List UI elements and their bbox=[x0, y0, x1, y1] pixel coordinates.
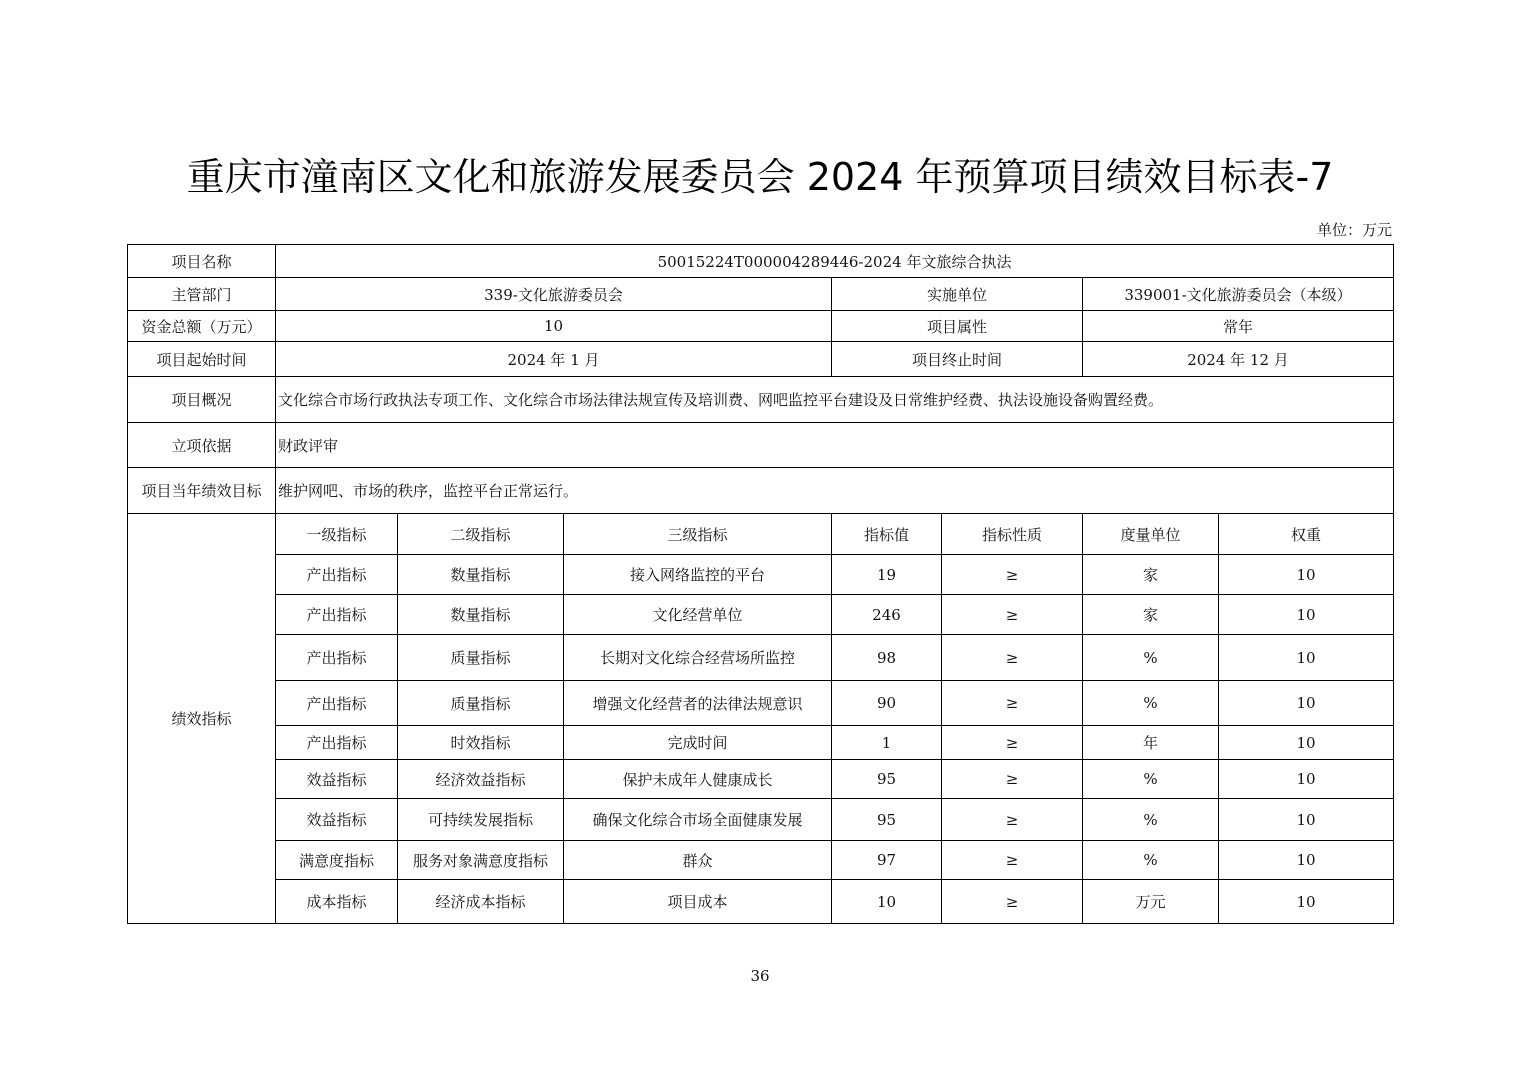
indicator-unit: 家 bbox=[1083, 555, 1219, 595]
indicator-weight: 10 bbox=[1219, 799, 1394, 841]
indicator-weight: 10 bbox=[1219, 841, 1394, 880]
header-weight: 权重 bbox=[1219, 514, 1394, 555]
basis-value: 财政评审 bbox=[276, 423, 1394, 468]
indicator-level2: 数量指标 bbox=[398, 595, 564, 635]
indicator-row bbox=[128, 841, 1394, 880]
indicator-nature: ≥ bbox=[942, 760, 1083, 799]
impl-label: 实施单位 bbox=[832, 278, 1083, 311]
performance-table bbox=[127, 244, 1394, 924]
indicator-level3: 接入网络监控的平台 bbox=[564, 555, 832, 595]
indicator-header-row bbox=[128, 514, 1394, 555]
indicator-unit: % bbox=[1083, 841, 1219, 880]
dept-label: 主管部门 bbox=[128, 278, 276, 311]
indicator-level3: 保护未成年人健康成长 bbox=[564, 760, 832, 799]
indicator-nature: ≥ bbox=[942, 880, 1083, 924]
header-value: 指标值 bbox=[832, 514, 942, 555]
row-goal bbox=[128, 468, 1394, 514]
indicator-weight: 10 bbox=[1219, 760, 1394, 799]
indicator-nature: ≥ bbox=[942, 595, 1083, 635]
indicator-value: 97 bbox=[832, 841, 942, 880]
fund-label: 资金总额（万元） bbox=[128, 311, 276, 342]
indicator-nature: ≥ bbox=[942, 635, 1083, 681]
indicator-weight: 10 bbox=[1219, 726, 1394, 760]
indicator-level1: 产出指标 bbox=[276, 681, 398, 726]
indicator-nature: ≥ bbox=[942, 726, 1083, 760]
indicator-level2: 数量指标 bbox=[398, 555, 564, 595]
indicator-unit: 年 bbox=[1083, 726, 1219, 760]
indicator-level1: 效益指标 bbox=[276, 760, 398, 799]
indicator-row bbox=[128, 595, 1394, 635]
indicator-level1: 产出指标 bbox=[276, 555, 398, 595]
indicator-level2: 质量指标 bbox=[398, 681, 564, 726]
project-name-value: 50015224T000004289446-2024 年文旅综合执法 bbox=[276, 245, 1394, 278]
goal-value: 维护网吧、市场的秩序，监控平台正常运行。 bbox=[276, 468, 1394, 514]
indicator-nature: ≥ bbox=[942, 799, 1083, 841]
indicator-level2: 可持续发展指标 bbox=[398, 799, 564, 841]
indicator-level3: 长期对文化综合经营场所监控 bbox=[564, 635, 832, 681]
indicator-weight: 10 bbox=[1219, 595, 1394, 635]
indicator-row bbox=[128, 635, 1394, 681]
indicator-value: 1 bbox=[832, 726, 942, 760]
indicator-level3: 完成时间 bbox=[564, 726, 832, 760]
row-overview bbox=[128, 377, 1394, 423]
page-title: 重庆市潼南区文化和旅游发展委员会 2024 年预算项目绩效目标表-7 bbox=[186, 155, 1334, 199]
indicator-value: 246 bbox=[832, 595, 942, 635]
indicator-level2: 时效指标 bbox=[398, 726, 564, 760]
header-level1: 一级指标 bbox=[276, 514, 398, 555]
indicator-value: 95 bbox=[832, 799, 942, 841]
indicator-weight: 10 bbox=[1219, 555, 1394, 595]
indicator-nature: ≥ bbox=[942, 555, 1083, 595]
impl-value: 339001-文化旅游委员会（本级） bbox=[1083, 278, 1394, 311]
indicator-row bbox=[128, 681, 1394, 726]
start-value: 2024 年 1 月 bbox=[276, 342, 832, 377]
indicator-value: 90 bbox=[832, 681, 942, 726]
page-number: 36 bbox=[750, 967, 770, 985]
basis-label: 立项依据 bbox=[128, 423, 276, 468]
indicator-row bbox=[128, 880, 1394, 924]
indicator-level1: 效益指标 bbox=[276, 799, 398, 841]
indicator-row bbox=[128, 799, 1394, 841]
header-unit: 度量单位 bbox=[1083, 514, 1219, 555]
project-name-label: 项目名称 bbox=[128, 245, 276, 278]
indicator-value: 98 bbox=[832, 635, 942, 681]
attr-value: 常年 bbox=[1083, 311, 1394, 342]
indicator-weight: 10 bbox=[1219, 880, 1394, 924]
indicator-level3: 文化经营单位 bbox=[564, 595, 832, 635]
indicator-unit: % bbox=[1083, 635, 1219, 681]
indicator-value: 19 bbox=[832, 555, 942, 595]
indicator-row bbox=[128, 760, 1394, 799]
indicator-weight: 10 bbox=[1219, 681, 1394, 726]
indicator-row bbox=[128, 555, 1394, 595]
row-fund bbox=[128, 311, 1394, 342]
row-project-name bbox=[128, 245, 1394, 278]
indicator-level1: 成本指标 bbox=[276, 880, 398, 924]
row-time bbox=[128, 342, 1394, 377]
indicator-unit: 家 bbox=[1083, 595, 1219, 635]
indicator-value: 10 bbox=[832, 880, 942, 924]
attr-label: 项目属性 bbox=[832, 311, 1083, 342]
header-level2: 二级指标 bbox=[398, 514, 564, 555]
indicator-level3: 群众 bbox=[564, 841, 832, 880]
indicator-unit: % bbox=[1083, 799, 1219, 841]
header-nature: 指标性质 bbox=[942, 514, 1083, 555]
overview-label: 项目概况 bbox=[128, 377, 276, 423]
indicator-nature: ≥ bbox=[942, 681, 1083, 726]
indicator-level2: 经济成本指标 bbox=[398, 880, 564, 924]
indicator-row bbox=[128, 726, 1394, 760]
row-department bbox=[128, 278, 1394, 311]
indicator-level3: 增强文化经营者的法律法规意识 bbox=[564, 681, 832, 726]
indicator-unit: % bbox=[1083, 681, 1219, 726]
indicator-level1: 产出指标 bbox=[276, 595, 398, 635]
indicator-level2: 质量指标 bbox=[398, 635, 564, 681]
indicator-weight: 10 bbox=[1219, 635, 1394, 681]
indicator-level3: 项目成本 bbox=[564, 880, 832, 924]
indicator-level1: 产出指标 bbox=[276, 635, 398, 681]
goal-label: 项目当年绩效目标 bbox=[128, 468, 276, 514]
fund-value: 10 bbox=[276, 311, 832, 342]
end-value: 2024 年 12 月 bbox=[1083, 342, 1394, 377]
indicator-level1: 满意度指标 bbox=[276, 841, 398, 880]
overview-value: 文化综合市场行政执法专项工作、文化综合市场法律法规宣传及培训费、网吧监控平台建设及日常维护经费、执法设施设备购置经费。 bbox=[276, 377, 1394, 423]
start-label: 项目起始时间 bbox=[128, 342, 276, 377]
indicators-section-label: 绩效指标 bbox=[128, 514, 276, 924]
dept-value: 339-文化旅游委员会 bbox=[276, 278, 832, 311]
indicator-unit: % bbox=[1083, 760, 1219, 799]
indicator-level2: 经济效益指标 bbox=[398, 760, 564, 799]
indicator-unit: 万元 bbox=[1083, 880, 1219, 924]
header-level3: 三级指标 bbox=[564, 514, 832, 555]
indicator-level3: 确保文化综合市场全面健康发展 bbox=[564, 799, 832, 841]
indicator-level2: 服务对象满意度指标 bbox=[398, 841, 564, 880]
indicator-value: 95 bbox=[832, 760, 942, 799]
unit-label: 单位：万元 bbox=[1316, 221, 1392, 239]
end-label: 项目终止时间 bbox=[832, 342, 1083, 377]
indicator-level1: 产出指标 bbox=[276, 726, 398, 760]
indicator-nature: ≥ bbox=[942, 841, 1083, 880]
row-basis bbox=[128, 423, 1394, 468]
